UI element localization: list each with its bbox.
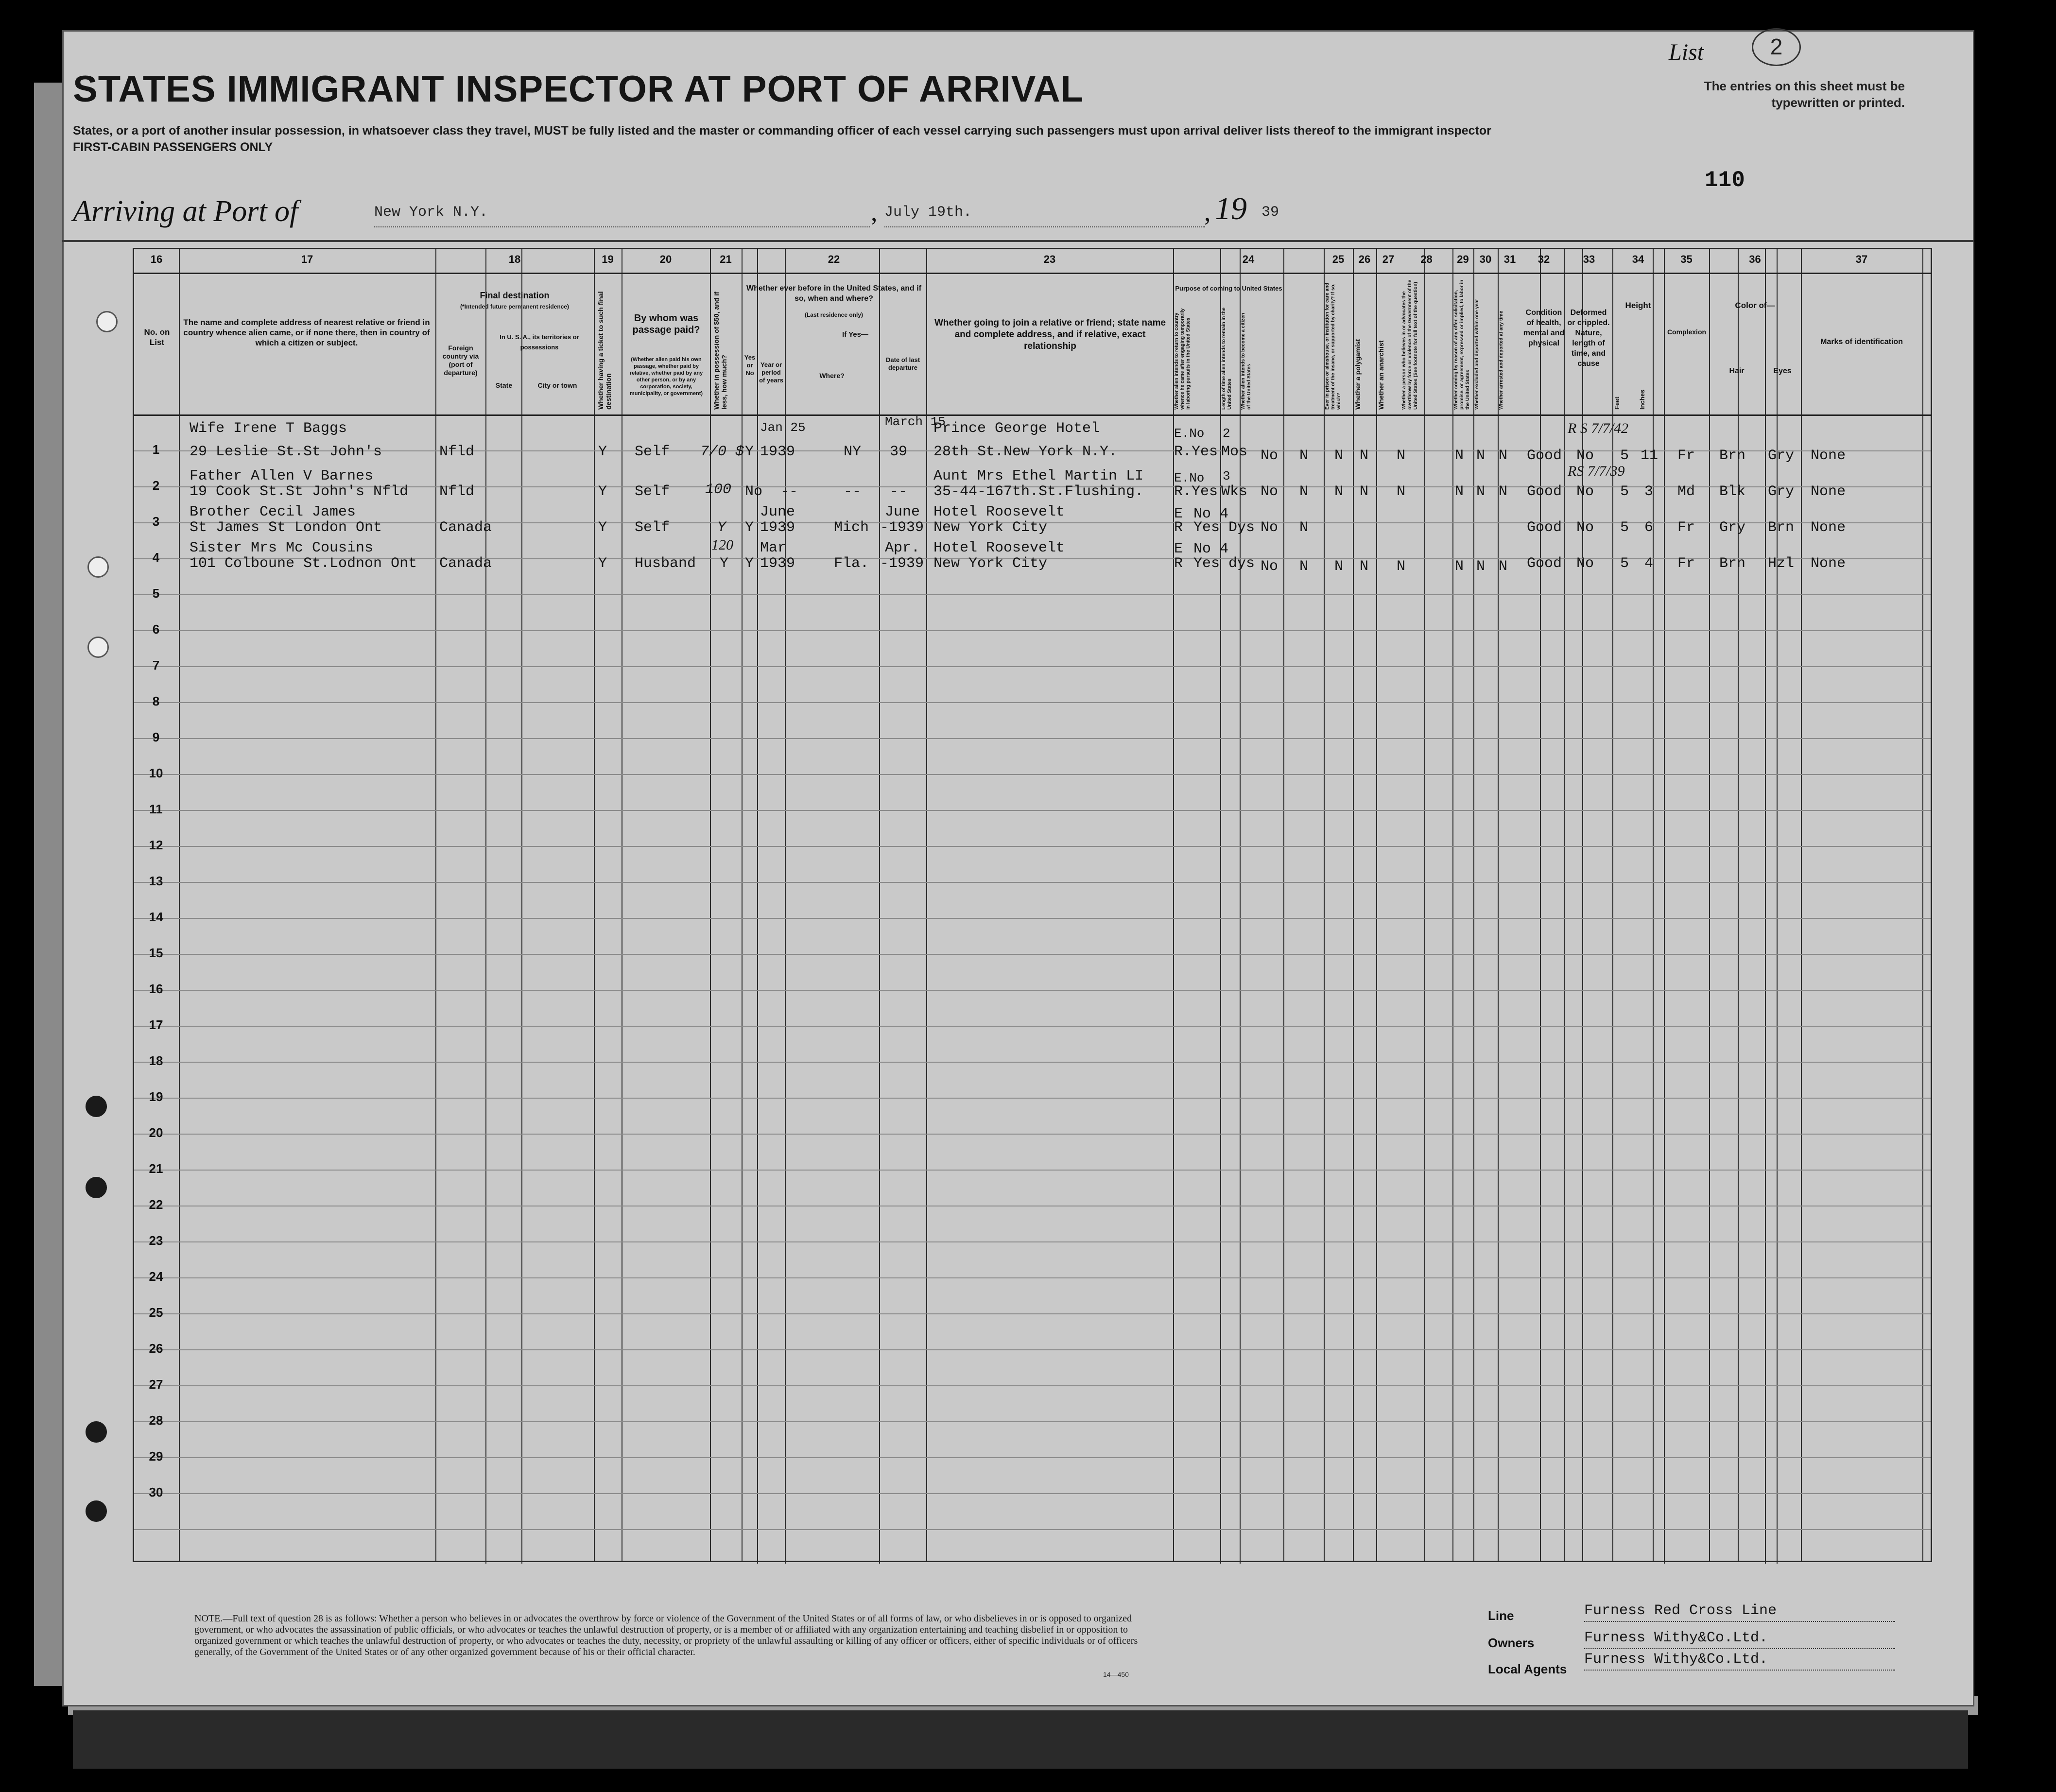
row-number: 16 <box>149 982 163 996</box>
col-number: 33 <box>1583 253 1595 265</box>
entries-note: The entries on this sheet must be typewritten or printed. <box>1704 79 1905 110</box>
col-number: 20 <box>659 253 672 265</box>
row-number: 29 <box>149 1449 163 1464</box>
header-final-destination: Final destination <box>480 291 550 300</box>
comma-separator: , <box>871 197 878 226</box>
header-labor-offer: Whether coming by reason of any offer, solicitation, promise, or agreement, expressed or implied, to labor in the United States <box>1453 279 1470 410</box>
header-purpose-citizen: Whether alien intends to become a citizen of the United States <box>1241 313 1252 410</box>
header-where: Where? <box>819 372 845 379</box>
header-purpose-length: Length of time alien intends to remain in the United States <box>1221 308 1232 410</box>
header-arrested: Whether arrested and deported at any time <box>1499 310 1504 410</box>
row-number: 21 <box>149 1161 163 1176</box>
row-number: 10 <box>149 766 163 780</box>
col-number: 24 <box>1242 253 1255 265</box>
binder-hole <box>96 311 118 332</box>
row-number: 30 <box>149 1485 163 1499</box>
form-code: 14—450 <box>1103 1671 1129 1678</box>
row-number: 18 <box>149 1053 163 1068</box>
header-before-in-us: Whether ever before in the United States, and if so, when and where? <box>746 284 922 303</box>
row-number: 4 <box>152 550 160 565</box>
row-number: 28 <box>149 1413 163 1428</box>
row-number: 20 <box>149 1125 163 1140</box>
header-passage-paid-note: (Whether alien paid his own passage, whether paid by relative, whether paid by any other person, or by any corporation, society, municipality, or government) <box>629 357 703 396</box>
header-height: Height <box>1625 301 1651 310</box>
col-number: 35 <box>1680 253 1693 265</box>
local-agents-label: Local Agents <box>1488 1662 1567 1676</box>
header-prison: Ever in prison or almshouse, or institution for care and treatment of the insane, or supported by charity? If so, which? <box>1325 282 1342 410</box>
owners-label: Owners <box>1488 1636 1535 1650</box>
col-number: 18 <box>508 253 521 265</box>
top-rule <box>62 240 1974 242</box>
manifest-table: 16 17 18 19 20 21 22 23 24 25 26 27 28 29 30 31 32 33 34 35 36 37 No. on List The name and complete address of nearest relative or friend in country whence alien came, or if none there, then in country of which a citizen or subject. Final destination (*Intended future permanent residence) Foreign country via (port of departure) In U. S. A., its territories or possessions State City or town Whether having a ticket to such final destination By whom was passage paid? (Whether alien paid his own passage, whether paid by relative, whether paid by any other person, or by any corporation, society, municipality, or government) Whether in possession of $50, and if less, how much? Whether ever before in the United States, and if so, when and where? (Last residence only) Yes or No If Yes— Year or period of years Where? Date of last departure Whether going to join a relative or friend; state name and complete address, and if relative, exact relationship Purpose of coming to United States Whether alien intends to return to country whence he came after engaging temporarily in laboring pursuits in the United States Length of time alien intends to remain in the United States Whether alien intends to become a citizen of the United States Ever in prison or almshouse, or institution for care and treatment of the insane, or supported by charity? If so, which? Whether a polygamist Whether an anarchist Whether a person who believes in or advocates the overthrow by force or violence of the Government of the United States (See footnote for full text of the question) Whether coming by reason of any offer, solicitation, promise, or agreement, expressed or implied, to labor in the United States Whether excluded and deported within one year Whether arrested and deported at any time Condition of health, mental and physical Deformed or crippled. Nature, length of time, and cause Height Feet Inches Complexion Color of— Hair Eyes Marks of identification 1 2 3 4 5 6 7 8 9 10 11 12 13 14 15 16 17 18 19 20 21 22 23 24 25 26 27 28 29 30 Wife Irene T Baggs 29 Leslie St.St John's Nfld Y Self 7/0 $ Y Jan 25 1939 NY March 15 39 Prince George Hotel 28th St.New York N.Y. E.No 2 R.Yes Mos No N N N N N N N R S 7/7/42 Good No 5 11 Fr Brn Gry None Father Allen V Barnes 19 Cook St.St John's Nfld Nfld Y Self 100 No -- -- -- Aunt Mrs Ethel Martin LI 35-44-167th.St.Flushing. E.No 3 R.Yes Wks No N N N N N N N RS 7/7/39 Good No 5 3 Md Blk Gry None Brother Cecil James St James St London Ont Canada Y Self Y Y June 1939 Mich June -1939 Hotel Roosevelt New York City E No 4 R Yes Dys No N Good No 5 6 Fr Gry Brn None Sister Mrs Mc Cousins 101 Colboune St.Lodnon Ont Canada Y Husband Y Y Mar 1939 Fla. Apr. -1939 Hotel Roosevelt New York City E No 4 R Yes dys No N N N N N N N Good No 5 4 Fr Brn Hzl None 120 <box>133 248 1932 1562</box>
col-number: 22 <box>828 253 840 265</box>
question-28-footnote: NOTE.—Full text of question 28 is as follows: Whether a person who believes in or advocates the overthrow by force or violence of the Government of the United States or of all forms of law, or who disbelieves in or is opposed to organized government, or who advocates the assassination of public officials, or who advocates or teaches the unlawful destruction of property, or is a member of or affiliated with any organization entertaining and teaching disbelief in or opposition to organized government or which teaches the unlawful destruction of property, or who advocates or teaches the duty, necessity, or propriety of the unlawful assaulting or killing of any officer or officers, either of specific individuals or of officers generally, of the Government of the United States or of any other organized government because of his or their official character. <box>194 1613 1138 1657</box>
header-anarchist: Whether an anarchist <box>1377 340 1385 410</box>
header-purpose-return: Whether alien intends to return to country whence he came after engaging temporarily in laboring pursuits in the United States <box>1174 308 1191 410</box>
col-number: 29 <box>1457 253 1469 265</box>
row-number: 1 <box>152 442 160 457</box>
list-label: List <box>1669 39 1704 65</box>
col-number: 26 <box>1358 253 1371 265</box>
row-number: 8 <box>152 694 160 708</box>
local-agents-value: Furness Withy&Co.Ltd. <box>1584 1651 1895 1671</box>
arriving-label: Arriving at Port of <box>73 195 298 228</box>
header-year-period: Year or period of years <box>759 361 783 384</box>
year-prefix: 19 <box>1215 191 1247 226</box>
col-number: 31 <box>1503 253 1516 265</box>
header-overthrow: Whether a person who believes in or advocates the overthrow by force or violence of the Government of the United States (See footnote for full text of the question) <box>1401 279 1418 410</box>
binder-hole <box>87 556 109 578</box>
row-number: 14 <box>149 910 163 924</box>
header-relative-address: The name and complete address of nearest relative or friend in country whence alien came, or if none there, then in country of which a citizen or subject. <box>183 318 430 347</box>
col-number: 25 <box>1332 253 1345 265</box>
header-no-on-list: No. on List <box>144 327 170 347</box>
col-number: 30 <box>1479 253 1492 265</box>
line-label: Line <box>1488 1608 1514 1623</box>
binder-hole <box>87 637 109 658</box>
row-number: 2 <box>152 478 160 493</box>
year-suffix: 39 <box>1261 204 1279 221</box>
header-last-residence: (Last residence only) <box>804 311 864 318</box>
col-number: 36 <box>1749 253 1761 265</box>
row-number: 15 <box>149 946 163 960</box>
port-field: New York N.Y. <box>374 204 870 227</box>
page-number: 110 <box>1705 168 1745 193</box>
header-excluded: Whether excluded and deported within one year <box>1474 299 1480 410</box>
header-join-relative: Whether going to join a relative or friend; state name and complete address, and if relative, exact relationship <box>934 318 1166 351</box>
date-field: July 19th. <box>884 204 1205 227</box>
header-hair: Hair <box>1729 367 1745 375</box>
col-number: 32 <box>1538 253 1550 265</box>
header-complexion: Complexion <box>1667 328 1707 336</box>
header-final-destination-note: (*Intended future permanent residence) <box>460 303 570 310</box>
row-number: 26 <box>149 1341 163 1356</box>
binder-hole <box>86 1096 107 1117</box>
col-number: 23 <box>1043 253 1056 265</box>
owners-value: Furness Withy&Co.Ltd. <box>1584 1630 1895 1649</box>
scan-background <box>73 1710 1968 1769</box>
col-number: 17 <box>301 253 313 265</box>
header-if-yes: If Yes— <box>842 330 868 339</box>
row-number: 12 <box>149 838 163 852</box>
col-number: 28 <box>1420 253 1433 265</box>
header-health: Condition of health, mental and physical <box>1523 309 1565 347</box>
row-number: 5 <box>152 586 160 601</box>
row-number: 9 <box>152 730 160 744</box>
header-color: Color of— <box>1735 301 1775 310</box>
header-inches: Inches <box>1639 389 1646 410</box>
header-money: Whether in possession of $50, and if less, how much? <box>712 292 728 410</box>
line-value: Furness Red Cross Line <box>1584 1602 1895 1622</box>
header-state: State <box>495 381 513 389</box>
header-last-departure: Date of last departure <box>885 356 920 371</box>
col-number: 34 <box>1632 253 1644 265</box>
row-number: 13 <box>149 874 163 888</box>
under-page-edge <box>34 83 63 1686</box>
form-title: STATES IMMIGRANT INSPECTOR AT PORT OF ARRIVAL <box>73 69 1084 110</box>
list-number: 2 <box>1752 28 1801 66</box>
col-number: 27 <box>1382 253 1395 265</box>
header-ticket: Whether having a ticket to such final destination <box>597 291 612 410</box>
row-number: 7 <box>152 658 160 672</box>
col-number: 16 <box>150 253 163 265</box>
header-deformed: Deformed or crippled. Nature, length of time, and cause <box>1567 309 1610 368</box>
header-feet: Feet <box>1613 396 1621 410</box>
header-marks: Marks of identification <box>1820 338 1903 346</box>
row-number: 11 <box>149 802 163 816</box>
row-number: 22 <box>149 1197 163 1212</box>
header-yes-no: Yes or No <box>744 354 756 377</box>
header-purpose: Purpose of coming to United States <box>1175 285 1282 292</box>
header-passage-paid: By whom was passage paid? <box>632 313 700 335</box>
binder-hole <box>86 1500 107 1522</box>
header-in-usa: In U. S. A., its territories or possessions <box>500 333 579 351</box>
binder-hole <box>86 1177 107 1198</box>
row-number: 3 <box>152 514 160 529</box>
form-subtitle: States, or a port of another insular possession, in whatsoever class they travel, MUST be fully listed and the master or commanding officer of each vessel carrying such passengers must upon arrival deliver lists thereof to the immigrant inspector FIRST-CABIN PASSENGERS ONLY <box>73 124 1491 154</box>
row-number: 25 <box>149 1305 163 1320</box>
row-number: 24 <box>149 1269 163 1284</box>
handwritten-annotation: R S 7/7/42 <box>1568 420 1628 436</box>
handwritten-annotation: RS 7/7/39 <box>1568 463 1625 479</box>
header-foreign-country: Foreign country via (port of departure) <box>442 344 479 377</box>
row-number: 23 <box>149 1233 163 1248</box>
handwritten-money-note: 120 <box>711 537 733 553</box>
binder-hole <box>86 1421 107 1443</box>
col-number: 19 <box>602 253 614 265</box>
row-number: 17 <box>149 1017 163 1032</box>
col-number: 37 <box>1855 253 1868 265</box>
header-polygamist: Whether a polygamist <box>1354 339 1362 410</box>
row-number: 19 <box>149 1089 163 1104</box>
col-number: 21 <box>720 253 732 265</box>
comma-separator: , <box>1204 197 1211 226</box>
header-eyes: Eyes <box>1773 367 1792 375</box>
header-city: City or town <box>537 381 577 389</box>
row-number: 6 <box>152 622 160 637</box>
row-number: 27 <box>149 1377 163 1392</box>
